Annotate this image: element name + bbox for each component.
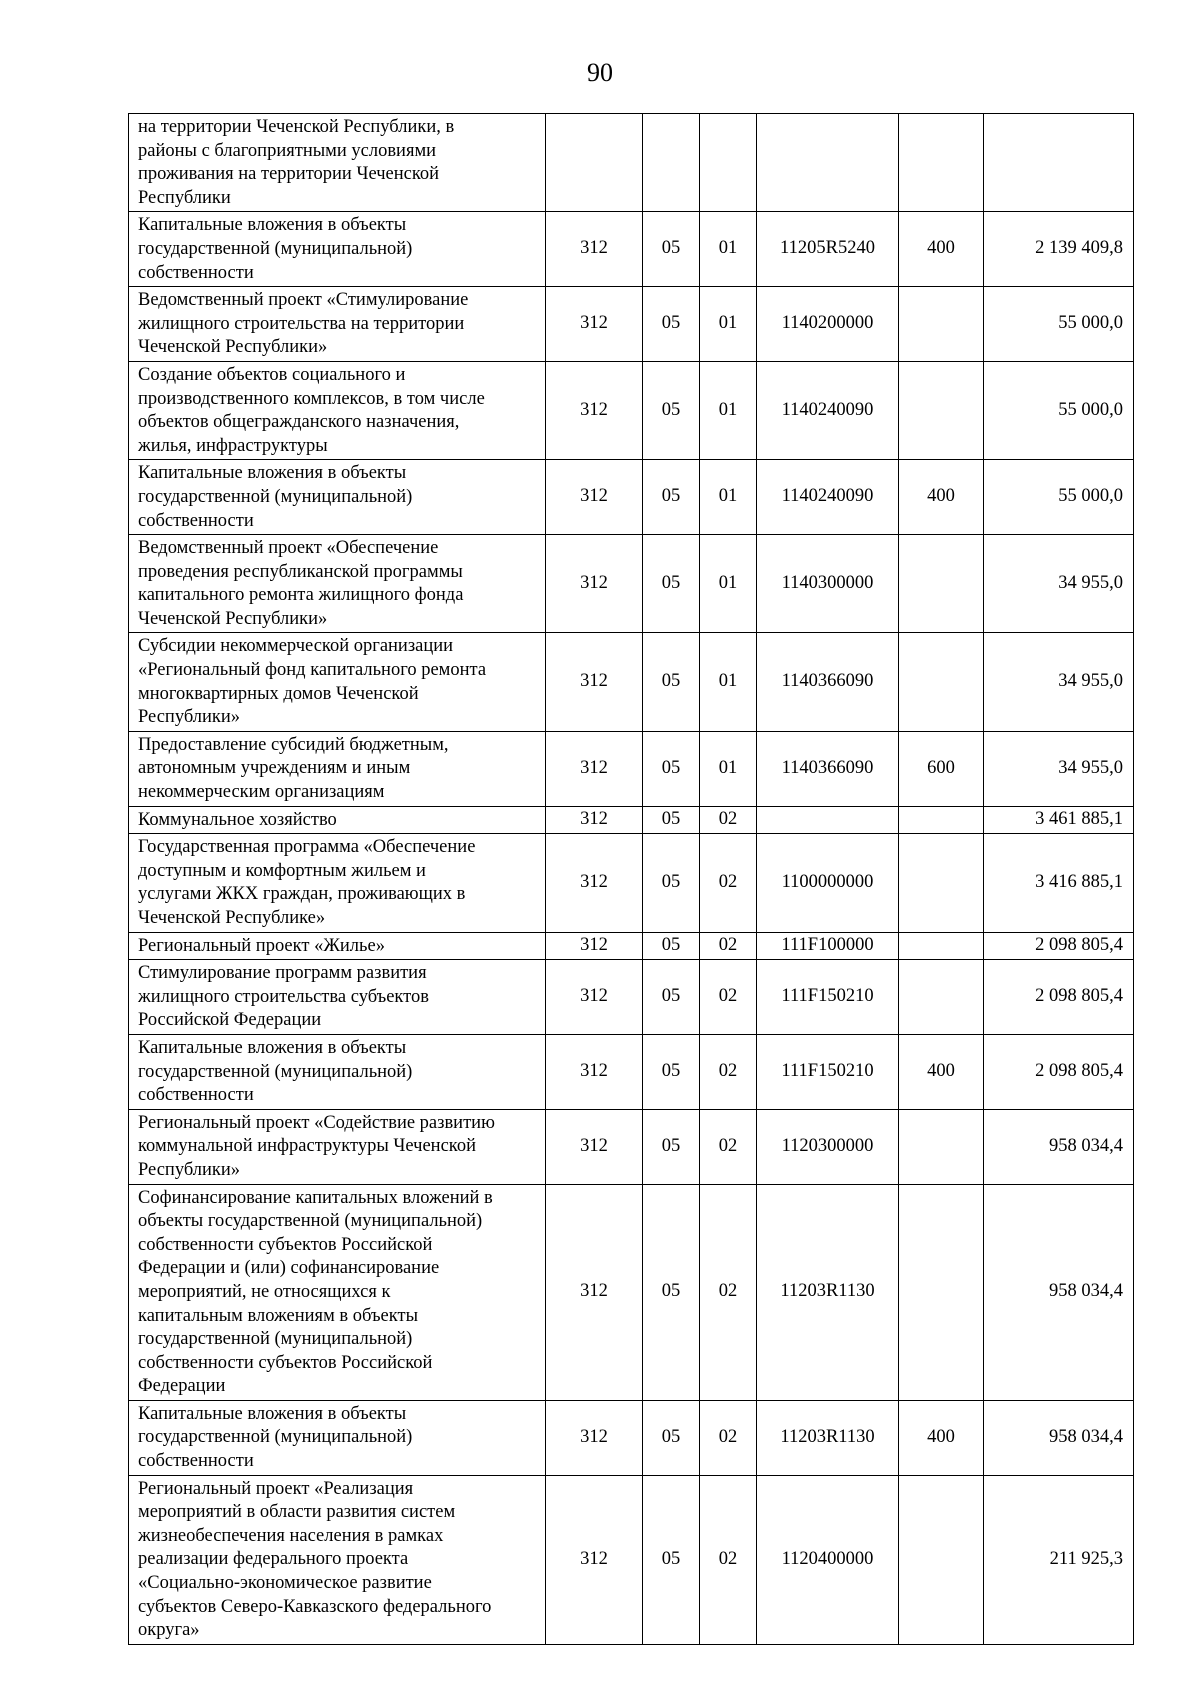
- cell-name-line: собственности субъектов Российской: [138, 1234, 433, 1255]
- cell-csr: [757, 806, 899, 834]
- cell-pr: 01: [700, 731, 757, 806]
- cell-name: [129, 114, 546, 212]
- cell-sum: 2 098 805,4: [984, 960, 1134, 1035]
- cell-name-line: Капитальные вложения в объекты: [138, 1403, 407, 1424]
- cell-pr: 01: [700, 287, 757, 362]
- cell-name-line: Региональный проект «Реализация: [138, 1478, 414, 1499]
- cell-pr: 02: [700, 1109, 757, 1184]
- cell-csr: 111F150210: [757, 960, 899, 1035]
- cell-name: [129, 1475, 546, 1644]
- cell-name: [129, 361, 546, 459]
- cell-sum: 3 461 885,1: [984, 806, 1134, 834]
- cell-name-line: Капитальные вложения в объекты: [138, 215, 407, 236]
- cell-pr: 02: [700, 806, 757, 834]
- cell-vr: [899, 287, 984, 362]
- cell-name-line: жизнеобеспечения населения в рамках: [138, 1525, 444, 1546]
- cell-vr: [899, 114, 984, 212]
- cell-sum: 2 139 409,8: [984, 212, 1134, 287]
- cell-vr: [899, 834, 984, 932]
- cell-csr: 1140200000: [757, 287, 899, 362]
- cell-csr: 1120300000: [757, 1109, 899, 1184]
- cell-name-line: Чеченской Республики»: [138, 608, 328, 629]
- cell-sum: 55 000,0: [984, 460, 1134, 535]
- cell-rz: 05: [643, 361, 700, 459]
- cell-sum: 55 000,0: [984, 361, 1134, 459]
- cell-name-line: Ведомственный проект «Обеспечение: [138, 538, 439, 559]
- cell-name-line: собственности: [138, 1451, 254, 1472]
- cell-name: [129, 633, 546, 731]
- cell-name: [129, 460, 546, 535]
- cell-pr: 01: [700, 460, 757, 535]
- cell-csr: 1100000000: [757, 834, 899, 932]
- table-row: [129, 1184, 1134, 1400]
- cell-vr: 400: [899, 1400, 984, 1475]
- cell-name-line: государственной (муниципальной): [138, 1061, 413, 1082]
- cell-vr: 400: [899, 460, 984, 535]
- cell-gr: 312: [546, 535, 643, 633]
- cell-sum: [984, 114, 1134, 212]
- cell-csr: 1140366090: [757, 633, 899, 731]
- cell-name-line: районы с благоприятными условиями: [138, 140, 437, 161]
- cell-name-line: многоквартирных домов Чеченской: [138, 683, 419, 704]
- cell-gr: 312: [546, 633, 643, 731]
- table-row: [129, 361, 1134, 459]
- cell-name-line: жилищного строительства на территории: [138, 313, 465, 334]
- cell-pr: 01: [700, 361, 757, 459]
- cell-name-line: Коммунальное хозяйство: [138, 809, 337, 830]
- table-row: [129, 960, 1134, 1035]
- cell-name-line: капитального ремонта жилищного фонда: [138, 585, 464, 606]
- cell-rz: 05: [643, 1184, 700, 1400]
- cell-name: [129, 212, 546, 287]
- cell-pr: 01: [700, 633, 757, 731]
- cell-gr: 312: [546, 287, 643, 362]
- cell-sum: 2 098 805,4: [984, 1034, 1134, 1109]
- cell-csr: 11203R1130: [757, 1184, 899, 1400]
- cell-name-line: собственности: [138, 1085, 254, 1106]
- cell-name-line: государственной (муниципальной): [138, 486, 413, 507]
- cell-gr: 312: [546, 834, 643, 932]
- cell-name-line: Чеченской Республики»: [138, 337, 328, 358]
- cell-csr: 1140240090: [757, 460, 899, 535]
- cell-name-line: Региональный проект «Содействие развитию: [138, 1112, 495, 1133]
- cell-rz: 05: [643, 460, 700, 535]
- cell-name-line: Региональный проект «Жилье»: [138, 935, 385, 956]
- cell-name: [129, 960, 546, 1035]
- cell-name-line: Федерации: [138, 1376, 226, 1397]
- cell-gr: 312: [546, 1034, 643, 1109]
- table-row: [129, 834, 1134, 932]
- cell-gr: 312: [546, 1475, 643, 1644]
- cell-name-line: «Региональный фонд капитального ремонта: [138, 660, 487, 681]
- cell-pr: [700, 114, 757, 212]
- cell-name-line: Стимулирование программ развития: [138, 963, 427, 984]
- cell-sum: 34 955,0: [984, 731, 1134, 806]
- cell-pr: 02: [700, 834, 757, 932]
- cell-rz: 05: [643, 932, 700, 960]
- cell-csr: 111F150210: [757, 1034, 899, 1109]
- cell-pr: 02: [700, 960, 757, 1035]
- cell-name: [129, 1184, 546, 1400]
- cell-csr: 11203R1130: [757, 1400, 899, 1475]
- table-row: [129, 633, 1134, 731]
- cell-name-line: Субсидии некоммерческой организации: [138, 636, 454, 657]
- cell-gr: 312: [546, 806, 643, 834]
- cell-rz: 05: [643, 731, 700, 806]
- table-row: [129, 1109, 1134, 1184]
- cell-name-line: проведения республиканской программы: [138, 561, 463, 582]
- table-row: [129, 535, 1134, 633]
- cell-gr: 312: [546, 361, 643, 459]
- cell-rz: 05: [643, 806, 700, 834]
- table-row: [129, 1400, 1134, 1475]
- cell-vr: [899, 633, 984, 731]
- page-number: 90: [587, 58, 613, 87]
- cell-sum: 958 034,4: [984, 1109, 1134, 1184]
- cell-name-line: объекты государственной (муниципальной): [138, 1211, 483, 1232]
- cell-name-line: производственного комплексов, в том числе: [138, 388, 485, 409]
- cell-rz: 05: [643, 1034, 700, 1109]
- cell-name-line: автономным учреждениям и иным: [138, 758, 411, 779]
- table-row: [129, 212, 1134, 287]
- cell-sum: 2 098 805,4: [984, 932, 1134, 960]
- cell-rz: 05: [643, 212, 700, 287]
- table-row: [129, 806, 1134, 834]
- cell-csr: 1140240090: [757, 361, 899, 459]
- table-row: [129, 731, 1134, 806]
- cell-csr: 1120400000: [757, 1475, 899, 1644]
- cell-sum: 211 925,3: [984, 1475, 1134, 1644]
- cell-gr: 312: [546, 460, 643, 535]
- cell-name-line: Ведомственный проект «Стимулирование: [138, 290, 469, 311]
- cell-name-line: Государственная программа «Обеспечение: [138, 837, 476, 858]
- cell-csr: 111F100000: [757, 932, 899, 960]
- cell-pr: 01: [700, 212, 757, 287]
- cell-gr: 312: [546, 1184, 643, 1400]
- cell-vr: [899, 535, 984, 633]
- cell-rz: 05: [643, 1475, 700, 1644]
- cell-vr: [899, 361, 984, 459]
- cell-name-line: на территории Чеченской Республики, в: [138, 117, 455, 137]
- cell-pr: 01: [700, 535, 757, 633]
- cell-name-line: жилищного строительства субъектов: [138, 986, 429, 1007]
- cell-name: [129, 806, 546, 834]
- cell-name-line: реализации федерального проекта: [138, 1549, 409, 1570]
- cell-name-line: некоммерческим организациям: [138, 782, 385, 803]
- cell-name-line: мероприятий в области развития систем: [138, 1502, 456, 1523]
- cell-sum: 34 955,0: [984, 535, 1134, 633]
- cell-name: [129, 1400, 546, 1475]
- table-row: [129, 114, 1134, 212]
- cell-name-line: собственности субъектов Российской: [138, 1352, 433, 1373]
- cell-rz: 05: [643, 1400, 700, 1475]
- cell-name-line: государственной (муниципальной): [138, 1427, 413, 1448]
- cell-pr: 02: [700, 932, 757, 960]
- budget-table: [128, 113, 1134, 1645]
- cell-pr: 02: [700, 1034, 757, 1109]
- cell-name: [129, 731, 546, 806]
- cell-rz: 05: [643, 633, 700, 731]
- cell-name-line: жилья, инфраструктуры: [138, 435, 328, 456]
- cell-pr: 02: [700, 1400, 757, 1475]
- cell-rz: 05: [643, 287, 700, 362]
- table-row: [129, 1475, 1134, 1644]
- cell-csr: 1140366090: [757, 731, 899, 806]
- cell-name-line: Капитальные вложения в объекты: [138, 463, 407, 484]
- table-row: [129, 287, 1134, 362]
- table-row: [129, 932, 1134, 960]
- cell-name-line: Федерации и (или) софинансирование: [138, 1258, 440, 1279]
- cell-name: [129, 535, 546, 633]
- cell-vr: [899, 1184, 984, 1400]
- table-row: [129, 460, 1134, 535]
- cell-name-line: собственности: [138, 510, 254, 531]
- cell-gr: 312: [546, 960, 643, 1035]
- cell-vr: 600: [899, 731, 984, 806]
- cell-name-line: Предоставление субсидий бюджетным,: [138, 734, 449, 755]
- cell-sum: 34 955,0: [984, 633, 1134, 731]
- cell-name-line: доступным и комфортным жильем и: [138, 860, 426, 881]
- table-row: [129, 1034, 1134, 1109]
- cell-name-line: Республики: [138, 187, 231, 208]
- cell-gr: 312: [546, 212, 643, 287]
- cell-name-line: государственной (муниципальной): [138, 1329, 413, 1350]
- cell-vr: [899, 960, 984, 1035]
- cell-name-line: мероприятий, не относящихся к: [138, 1281, 391, 1302]
- cell-name-line: Республики»: [138, 1159, 241, 1180]
- cell-gr: 312: [546, 731, 643, 806]
- cell-name-line: Республики»: [138, 707, 241, 728]
- cell-name-line: объектов общегражданского назначения,: [138, 412, 460, 433]
- cell-name: [129, 1034, 546, 1109]
- cell-gr: [546, 114, 643, 212]
- cell-sum: 3 416 885,1: [984, 834, 1134, 932]
- cell-name-line: Капитальные вложения в объекты: [138, 1037, 407, 1058]
- cell-csr: 11205R5240: [757, 212, 899, 287]
- cell-name: [129, 932, 546, 960]
- cell-name-line: «Социально-экономическое развитие: [138, 1573, 432, 1594]
- cell-vr: [899, 806, 984, 834]
- cell-rz: 05: [643, 1109, 700, 1184]
- cell-csr: 1140300000: [757, 535, 899, 633]
- cell-name-line: коммунальной инфраструктуры Чеченской: [138, 1136, 476, 1157]
- cell-vr: 400: [899, 212, 984, 287]
- cell-rz: 05: [643, 960, 700, 1035]
- cell-name-line: Российской Федерации: [138, 1010, 322, 1031]
- cell-csr: [757, 114, 899, 212]
- cell-name-line: государственной (муниципальной): [138, 238, 413, 259]
- cell-name-line: субъектов Северо-Кавказского федерального: [138, 1596, 492, 1617]
- cell-name-line: капитальным вложениям в объекты: [138, 1305, 418, 1326]
- cell-vr: [899, 932, 984, 960]
- cell-name-line: проживания на территории Чеченской: [138, 164, 440, 185]
- cell-rz: [643, 114, 700, 212]
- cell-name: [129, 1109, 546, 1184]
- cell-vr: [899, 1475, 984, 1644]
- cell-name: [129, 287, 546, 362]
- cell-name-line: округа»: [138, 1620, 200, 1641]
- cell-name-line: собственности: [138, 262, 254, 283]
- cell-pr: 02: [700, 1475, 757, 1644]
- cell-name-line: Создание объектов социального и: [138, 364, 406, 385]
- cell-sum: 55 000,0: [984, 287, 1134, 362]
- cell-name-line: Софинансирование капитальных вложений в: [138, 1187, 493, 1208]
- cell-gr: 312: [546, 932, 643, 960]
- cell-gr: 312: [546, 1400, 643, 1475]
- cell-vr: [899, 1109, 984, 1184]
- cell-sum: 958 034,4: [984, 1400, 1134, 1475]
- cell-rz: 05: [643, 535, 700, 633]
- cell-rz: 05: [643, 834, 700, 932]
- cell-vr: 400: [899, 1034, 984, 1109]
- cell-pr: 02: [700, 1184, 757, 1400]
- cell-name-line: Чеченской Республике»: [138, 908, 326, 928]
- cell-gr: 312: [546, 1109, 643, 1184]
- cell-name: [129, 834, 546, 932]
- cell-name-line: услугами ЖКХ граждан, проживающих в: [138, 884, 466, 905]
- cell-sum: 958 034,4: [984, 1184, 1134, 1400]
